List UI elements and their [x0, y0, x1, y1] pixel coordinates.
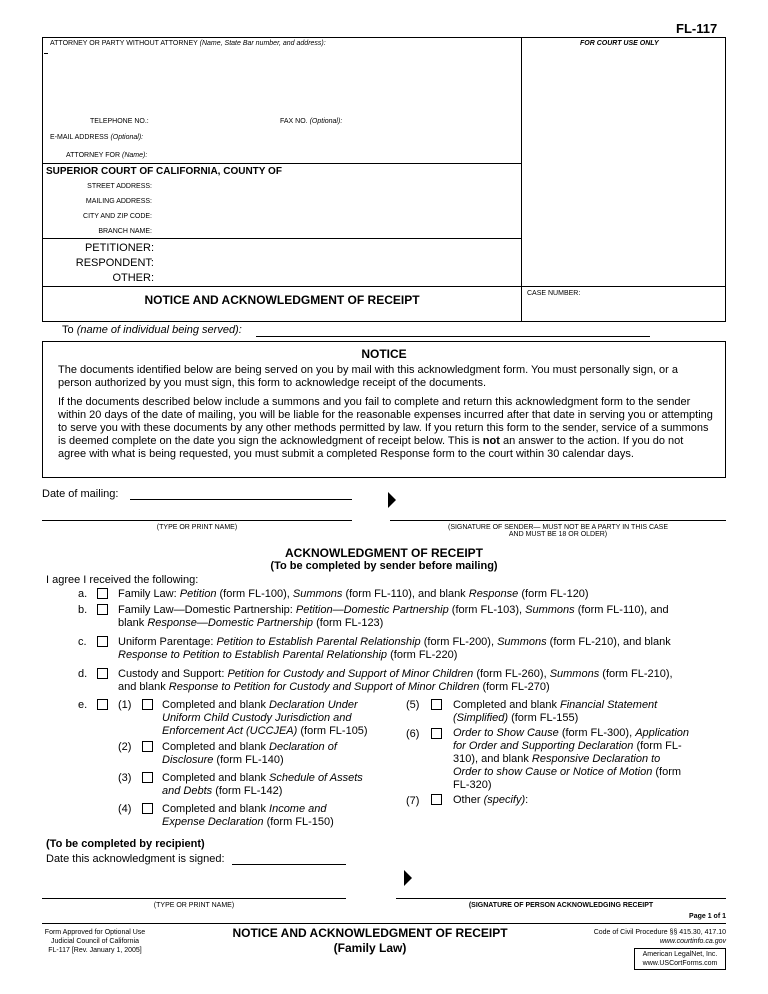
branch-name-label: BRANCH NAME: — [98, 228, 152, 235]
attorney-for-field[interactable] — [158, 149, 513, 161]
recipient-heading: (To be completed by recipient) — [46, 838, 205, 850]
court-heading: SUPERIOR COURT OF CALIFORNIA, COUNTY OF — [46, 166, 282, 177]
ack-subheading: (To be completed by sender before mailing) — [270, 560, 498, 572]
street-label: STREET ADDRESS: — [87, 183, 152, 190]
item-b-checkbox[interactable] — [97, 604, 108, 615]
ack-heading: ACKNOWLEDGMENT OF RECEIPT — [285, 546, 483, 560]
notice-paragraph-1: The documents identified below are being served on you by mail with this acknowledgment form. You must personally sign, or a person authorized by you must sign, this form to acknowledge receipt of the documents. — [58, 364, 679, 389]
item-e4-num: (4) — [118, 803, 132, 815]
case-number-field[interactable] — [527, 300, 722, 318]
city-zip-label: CITY AND ZIP CODE: — [83, 213, 152, 220]
date-of-mailing-field[interactable] — [130, 499, 352, 500]
item-e1-checkbox[interactable] — [142, 699, 153, 710]
form-title: NOTICE AND ACKNOWLEDGMENT OF RECEIPT — [144, 293, 420, 307]
sender-signature-field[interactable] — [390, 520, 726, 521]
item-a-text: Family Law: Petition (form FL-100), Summons (form FL-110), and blank Response (form FL-120) — [118, 588, 589, 600]
item-e6-checkbox[interactable] — [431, 728, 442, 739]
item-e5-checkbox[interactable] — [431, 699, 442, 710]
parties-fields[interactable] — [160, 240, 515, 286]
item-d-checkbox[interactable] — [97, 668, 108, 679]
notice-paragraph-2: If the documents described below include a summons and you fail to complete and return this acknowledgment form to the sender within 20 days of the date of mailing, you will be liable for the reasonable expenses incurred after that date in serving you or attempting to serve you with these documents by any other methods permitted by law. If you return this form to the sender, service of a summons is deemed complete on the date you sign the acknowledgment of receipt below. This is not an answer to the action. If you do not agree with what is being requested, you must submit a completed Response form to the court within 30 calendar days. — [58, 396, 713, 460]
item-a-checkbox[interactable] — [97, 588, 108, 599]
date-of-mailing-label: Date of mailing: — [42, 488, 119, 500]
telephone-field[interactable] — [152, 115, 272, 127]
item-c-checkbox[interactable] — [97, 636, 108, 647]
footer-title: NOTICE AND ACKNOWLEDGMENT OF RECEIPT (Family Law) — [232, 926, 508, 955]
item-d-text: Custody and Support: Petition for Custody and Support of Minor Children (form FL-260), Summons (form FL-210), and blank Response to Petition for Custody and Support of Minor Children (form FL-270) — [118, 668, 673, 693]
email-label: E-MAIL ADDRESS (Optional): — [50, 134, 144, 141]
ack-intro: I agree I received the following: — [46, 574, 199, 586]
item-e4-text: Completed and blank Income and Expense Declaration (form FL-150) — [162, 803, 334, 828]
item-e3-num: (3) — [118, 772, 132, 784]
attorney-for-label: ATTORNEY FOR (Name): — [66, 152, 148, 159]
item-e-checkbox[interactable] — [97, 699, 108, 710]
item-e5-text: Completed and blank Financial Statement (Simplified) (form FL-155) — [453, 699, 658, 724]
to-label: To (name of individual being served): — [62, 324, 242, 336]
item-e4-checkbox[interactable] — [142, 803, 153, 814]
item-e7-text: Other (specify): — [453, 794, 529, 806]
notice-heading: NOTICE — [361, 347, 407, 361]
code-reference: Code of Civil Procedure §§ 415.30, 417.10 www.courtinfo.ca.gov — [593, 929, 726, 945]
served-name-field[interactable] — [256, 336, 650, 337]
item-e1-num: (1) — [118, 699, 132, 711]
recipient-signature-field[interactable] — [396, 898, 726, 899]
type-print-name-label: (TYPE OR PRINT NAME) — [156, 524, 238, 531]
item-e7-checkbox[interactable] — [431, 794, 442, 805]
item-e2-text: Completed and blank Declaration of Disclosure (form FL-140) — [162, 741, 337, 766]
item-e5-num: (5) — [406, 699, 420, 711]
petitioner-label: PETITIONER: — [84, 242, 154, 254]
item-a-letter: a. — [78, 588, 88, 600]
page-number: Page 1 of 1 — [689, 913, 726, 920]
date-signed-field[interactable] — [232, 864, 346, 865]
arrow-right-icon — [388, 492, 396, 508]
attorney-address-field[interactable] — [60, 50, 510, 112]
form-number: FL-117 — [676, 21, 718, 36]
item-b-letter: b. — [78, 604, 88, 616]
sender-signature-label: (SIGNATURE OF SENDER— MUST NOT BE A PARTY IN THIS CASE AND MUST BE 18 OR OLDER) — [447, 524, 669, 538]
other-specify-field[interactable] — [530, 792, 720, 806]
item-c-text: Uniform Parentage: Petition to Establish Parental Relationship (form FL-200), Summons (form FL-210), and blank Response to Petition to Establish Parental Relationship (form FL-220) — [118, 636, 671, 661]
item-e2-checkbox[interactable] — [142, 741, 153, 752]
court-use-label: FOR COURT USE ONLY — [580, 40, 659, 47]
item-e7-num: (7) — [406, 795, 420, 807]
respondent-label: RESPONDENT: — [75, 257, 154, 269]
item-e2-num: (2) — [118, 741, 132, 753]
item-c-letter: c. — [78, 636, 87, 648]
form-approval-info: Form Approved for Optional Use Judicial Council of California FL-117 [Rev. January 1, 2005] — [44, 929, 146, 954]
sender-name-field[interactable] — [42, 520, 352, 521]
case-number-label: CASE NUMBER: — [527, 290, 581, 297]
date-signed-label: Date this acknowledgment is signed: — [46, 853, 225, 865]
item-d-letter: d. — [78, 668, 88, 680]
item-e-letter: e. — [78, 699, 88, 711]
other-label: OTHER: — [112, 272, 154, 284]
arrow-right-icon — [404, 870, 412, 886]
court-address-fields[interactable] — [158, 180, 513, 238]
item-e6-num: (6) — [406, 728, 420, 740]
email-field[interactable] — [158, 131, 513, 143]
attorney-label: ATTORNEY OR PARTY WITHOUT ATTORNEY (Name, State Bar number, and address): — [50, 40, 326, 47]
item-e3-checkbox[interactable] — [142, 772, 153, 783]
publisher-info: American LegalNet, Inc. www.USCortForms.com — [642, 951, 718, 967]
item-e3-text: Completed and blank Schedule of Assets and Debts (form FL-142) — [162, 772, 363, 797]
mailing-address-label: MAILING ADDRESS: — [85, 198, 152, 205]
item-b-text: Family Law—Domestic Partnership: Petition—Domestic Partnership (form FL-103), Summons (form FL-110), and blank Response—Domestic Partnership (form FL-123) — [118, 604, 669, 629]
item-e1-text: Completed and blank Declaration Under Uniform Child Custody Jurisdiction and Enforcement Act (UCCJEA) (form FL-105) — [162, 699, 368, 737]
telephone-label: TELEPHONE NO.: — [90, 118, 149, 125]
recipient-name-field[interactable] — [42, 898, 346, 899]
recipient-type-name-label: (TYPE OR PRINT NAME) — [153, 902, 235, 909]
recipient-signature-label: (SIGNATURE OF PERSON ACKNOWLEDGING RECEIPT — [468, 902, 654, 909]
item-e6-text: Order to Show Cause (form FL-300), Application for Order and Supporting Declaration (form FL- 310), and blank Responsive Declaration to Order to show Cause or Notice of Motion (form FL-320) — [453, 727, 690, 791]
fax-field[interactable] — [350, 115, 515, 127]
fax-label: FAX NO. (Optional): — [280, 118, 343, 125]
